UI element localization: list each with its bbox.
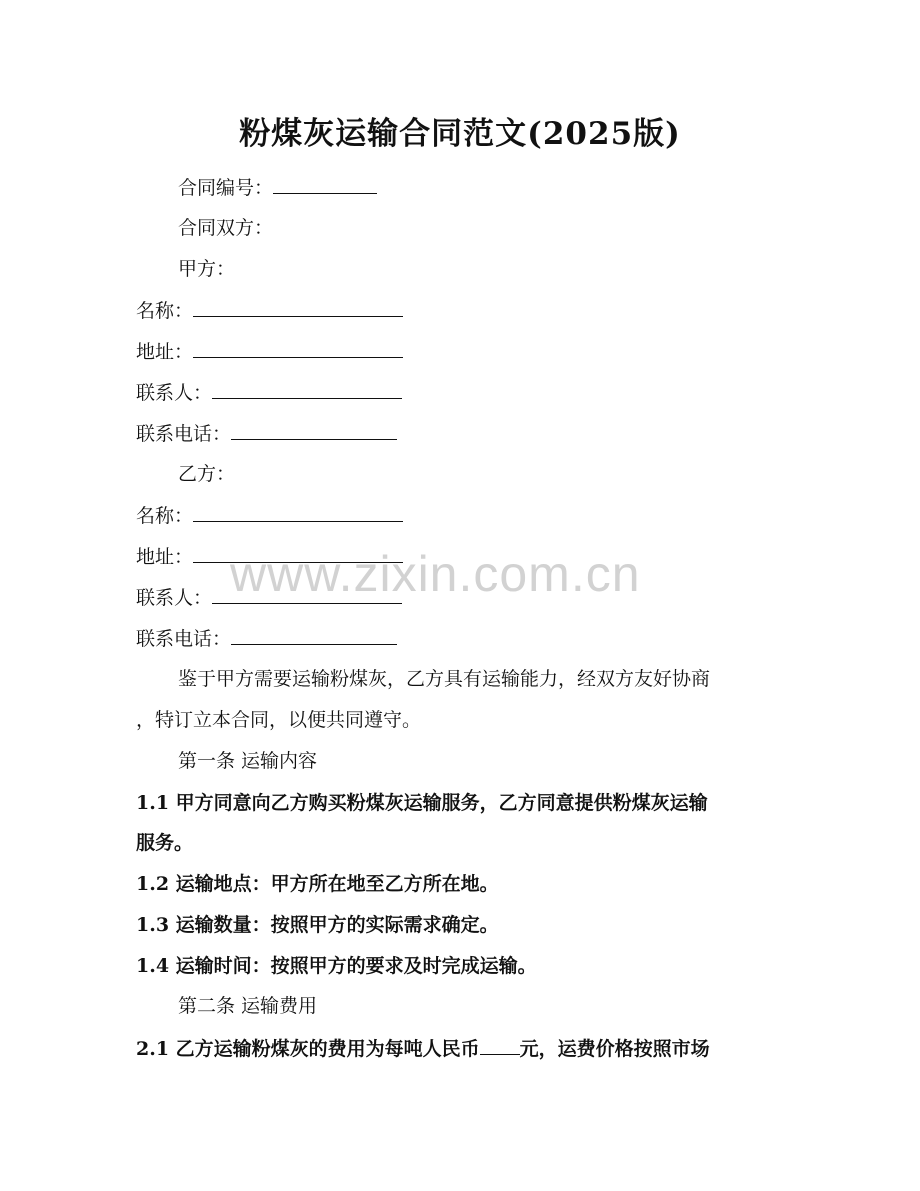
party-a-phone-line bbox=[136, 420, 397, 447]
party-b-name-label: 名称： bbox=[136, 505, 194, 527]
clause-1-1-line-1: 1.1 甲方同意向乙方购买粉煤灰运输服务，乙方同意提供粉煤灰运输 bbox=[136, 792, 708, 814]
party-a-name-label: 名称： bbox=[136, 300, 194, 322]
contract-number-label: 合同编号： bbox=[178, 177, 274, 199]
watermark-text: www.zixin.com.cn bbox=[230, 546, 641, 602]
party-a-address-label: 地址： bbox=[136, 341, 194, 363]
contract-parties-label: 合同双方： bbox=[178, 217, 274, 239]
party-a-contact-line bbox=[136, 379, 402, 406]
party-a-name-blank bbox=[193, 297, 403, 317]
clause-1-4: 1.4 运输时间：按照甲方的要求及时完成运输。 bbox=[136, 955, 537, 977]
party-b-address-label: 地址： bbox=[136, 546, 194, 568]
document-title: 粉煤灰运输合同范文(2025版) bbox=[239, 116, 681, 152]
party-a-name-line bbox=[136, 297, 403, 324]
party-a-heading: 甲方： bbox=[178, 258, 236, 280]
clause-1-3: 1.3 运输数量：按照甲方的实际需求确定。 bbox=[136, 914, 499, 936]
clause-2-1 bbox=[136, 1035, 710, 1062]
contract-number-blank bbox=[273, 174, 377, 194]
clause-1-2: 1.2 运输地点：甲方所在地至乙方所在地。 bbox=[136, 873, 499, 895]
party-b-name-line bbox=[136, 502, 403, 529]
party-b-contact-label: 联系人： bbox=[136, 587, 213, 609]
preamble-line-2: ，特订立本合同，以便共同遵守。 bbox=[136, 709, 422, 731]
party-a-address-line bbox=[136, 338, 403, 365]
party-a-phone-blank bbox=[231, 420, 397, 440]
party-a-address-blank bbox=[193, 338, 403, 358]
clause-2-1-prefix: 2.1 乙方运输粉煤灰的费用为每吨人民币 bbox=[136, 1038, 480, 1060]
party-b-phone-blank bbox=[231, 625, 397, 645]
party-b-phone-line bbox=[136, 625, 397, 652]
party-b-heading: 乙方： bbox=[178, 463, 236, 485]
article-2-heading: 第二条 运输费用 bbox=[178, 995, 318, 1017]
party-b-phone-label: 联系电话： bbox=[136, 628, 232, 650]
price-blank bbox=[480, 1035, 520, 1055]
article-1-heading: 第一条 运输内容 bbox=[178, 750, 318, 772]
party-a-phone-label: 联系电话： bbox=[136, 423, 232, 445]
clause-1-1-line-2: 服务。 bbox=[136, 832, 194, 854]
party-b-name-blank bbox=[193, 502, 403, 522]
contract-number-line bbox=[178, 174, 377, 201]
preamble-line-1: 鉴于甲方需要运输粉煤灰，乙方具有运输能力，经双方友好协商 bbox=[178, 668, 711, 690]
party-a-contact-label: 联系人： bbox=[136, 382, 213, 404]
party-a-contact-blank bbox=[212, 379, 402, 399]
clause-2-1-suffix: 元，运费价格按照市场 bbox=[519, 1038, 710, 1060]
